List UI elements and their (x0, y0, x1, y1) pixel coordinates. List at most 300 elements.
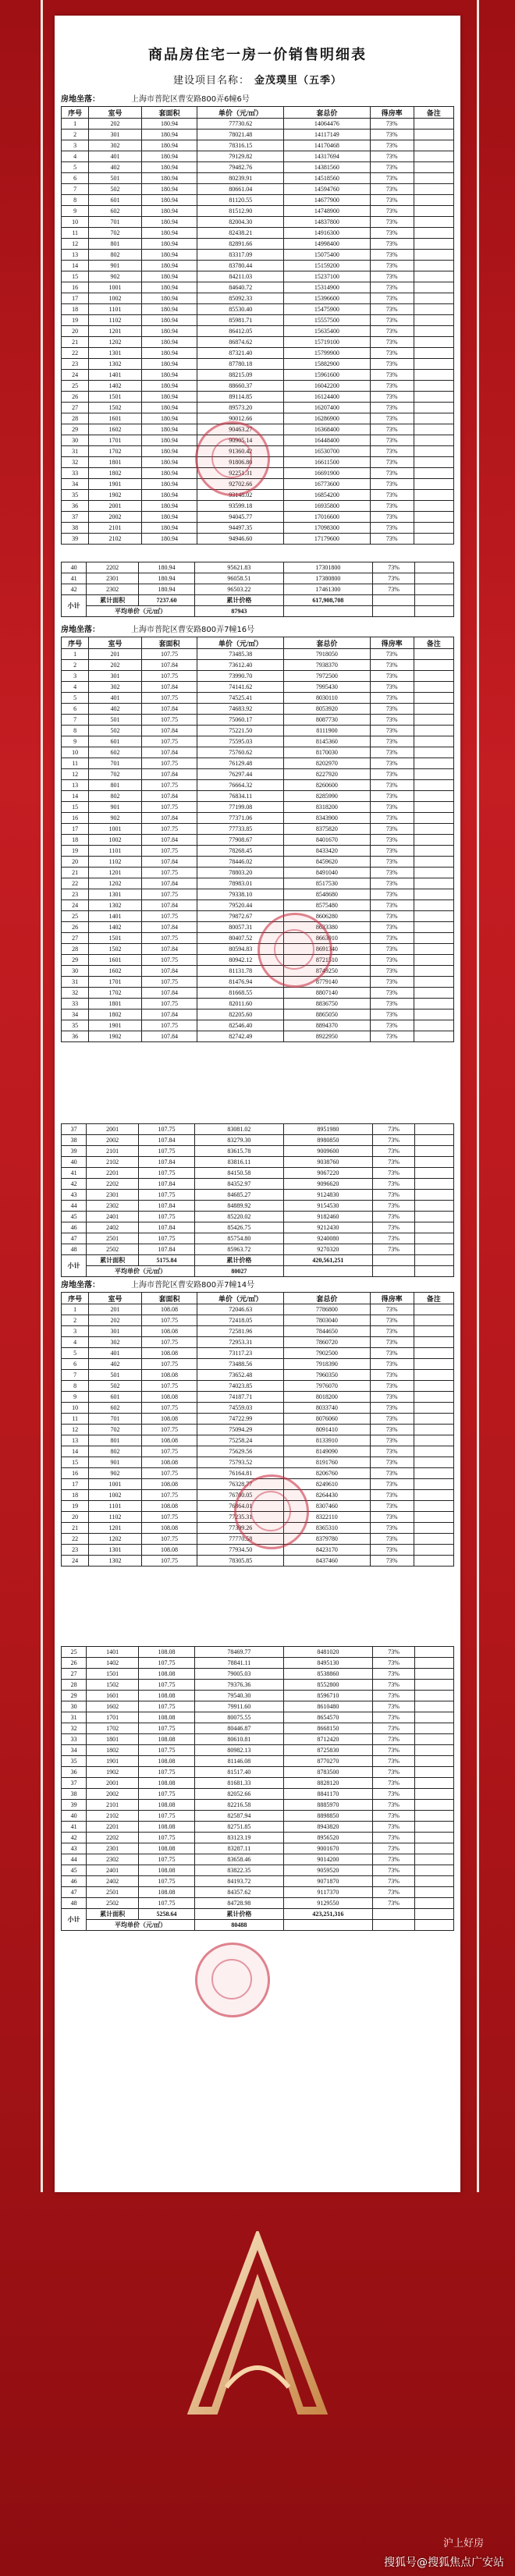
column-header: 室号 (89, 107, 141, 119)
table-cell: 108.08 (141, 1545, 197, 1556)
table-cell (414, 955, 453, 966)
table-cell: 23 (62, 1545, 89, 1556)
table-cell: 107.75 (139, 1124, 195, 1135)
table-row (62, 490, 454, 501)
table-cell: 2501 (87, 1233, 139, 1244)
table-cell: 77733.85 (197, 824, 284, 835)
table-row (62, 726, 454, 736)
table-cell: 14677900 (284, 195, 371, 206)
table-cell: 14837800 (284, 217, 371, 228)
table-cell (415, 1822, 454, 1833)
table-cell (415, 1146, 454, 1157)
table-cell: 14518560 (284, 173, 371, 184)
table-cell: 8087730 (284, 715, 371, 726)
column-header: 单价（元/㎡） (197, 637, 284, 649)
table-cell: 1202 (89, 337, 141, 348)
table-cell: 73% (370, 457, 414, 468)
table-row (62, 1691, 454, 1701)
table-row (62, 1680, 454, 1691)
table-cell: 180.94 (141, 130, 197, 140)
table-cell: 73% (370, 1556, 414, 1567)
table-cell: 9129550 (283, 1898, 372, 1909)
table-row (62, 1778, 454, 1789)
table-cell: 73% (370, 1479, 414, 1490)
table-cell: 17301800 (283, 562, 372, 573)
table-cell: 501 (89, 715, 141, 726)
table-cell: 8980850 (283, 1135, 372, 1146)
table-cell (414, 1020, 453, 1031)
table-cell: 73% (370, 501, 414, 512)
table-cell: 601 (89, 736, 141, 747)
table-cell: 15314900 (284, 282, 371, 293)
table-cell: 73% (372, 1898, 415, 1909)
table-cell: 75221.50 (197, 726, 284, 736)
table-cell: 30 (62, 435, 89, 446)
table-cell: 8260600 (284, 780, 371, 791)
table-row (62, 1457, 454, 1468)
table-cell: 44 (62, 1201, 87, 1212)
table-cell (414, 173, 453, 184)
table-cell: 107.84 (141, 682, 197, 693)
table-cell: 74023.85 (197, 1381, 284, 1392)
table-cell (415, 1179, 454, 1190)
table-cell: 38 (62, 1135, 87, 1146)
table-cell (414, 1392, 453, 1403)
table-row (62, 1190, 454, 1201)
table-cell: 76864.01 (197, 1501, 284, 1512)
table-cell: 73% (372, 1833, 415, 1843)
table-row (62, 413, 454, 424)
table-cell: 180.94 (141, 413, 197, 424)
table-cell: 26 (62, 1658, 87, 1669)
table-cell: 42 (62, 1833, 87, 1843)
table-cell (415, 1135, 454, 1146)
table-cell: 83279.30 (194, 1135, 283, 1146)
table-cell: 7902500 (284, 1348, 371, 1359)
table-cell: 802 (89, 250, 141, 261)
table-cell: 36 (62, 1767, 87, 1778)
table-cell: 107.75 (141, 977, 197, 988)
table-cell: 73% (370, 1414, 414, 1425)
table-cell (415, 1887, 454, 1898)
table-row (62, 660, 454, 671)
table-cell: 73612.40 (197, 660, 284, 671)
table-cell: 180.94 (141, 206, 197, 217)
table-cell: 78803.20 (197, 868, 284, 878)
table-cell: 73% (370, 173, 414, 184)
table-cell: 73% (370, 1523, 414, 1534)
table-cell: 3 (62, 1326, 89, 1337)
table-cell: 501 (89, 1370, 141, 1381)
column-header: 序号 (62, 1293, 89, 1304)
address-value: 上海市普陀区曹安路800弄7幢16号 (131, 626, 255, 634)
brand-logo-text: 沪上好房 (442, 2538, 484, 2549)
table-cell: 73% (370, 1359, 414, 1370)
table-row (62, 1244, 454, 1255)
table-cell: 73% (370, 835, 414, 846)
table-row (62, 119, 454, 130)
table-cell: 73% (370, 747, 414, 758)
table-cell: 2202 (87, 562, 139, 573)
table-cell (414, 868, 453, 878)
table-row (62, 1414, 454, 1425)
table-cell: 180.94 (141, 359, 197, 370)
table-cell: 9067220 (283, 1168, 372, 1179)
table-cell: 901 (89, 1457, 141, 1468)
table-cell: 73% (372, 1244, 415, 1255)
table-cell: 107.75 (141, 1446, 197, 1457)
table-cell: 28 (62, 1680, 87, 1691)
table-cell: 1 (62, 119, 89, 130)
table-cell: 107.75 (141, 1534, 197, 1545)
table-cell (415, 1876, 454, 1887)
table-cell: 9182460 (283, 1212, 372, 1222)
table-cell: 8865050 (284, 1009, 371, 1020)
table-cell: 108.08 (141, 1392, 197, 1403)
table-row (62, 857, 454, 868)
table-cell: 16124400 (284, 392, 371, 403)
table-cell: 15 (62, 271, 89, 282)
table-row (62, 671, 454, 682)
table-cell: 1001 (89, 1479, 141, 1490)
table-cell: 38 (62, 1789, 87, 1800)
table-cell (415, 1756, 454, 1767)
table-cell: 8894370 (284, 1020, 371, 1031)
table-cell: 108.08 (141, 1457, 197, 1468)
table-cell: 19 (62, 1501, 89, 1512)
table-cell (414, 1414, 453, 1425)
table-cell: 73% (372, 1233, 415, 1244)
table-cell: 85220.02 (194, 1212, 283, 1222)
table-cell: 107.75 (141, 911, 197, 922)
table-cell: 16854200 (284, 490, 371, 501)
table-cell: 37 (62, 1124, 87, 1135)
table-cell (415, 1745, 454, 1756)
table-cell: 180.94 (141, 293, 197, 304)
table-cell: 81146.08 (194, 1756, 283, 1767)
table-cell: 107.75 (141, 736, 197, 747)
table-cell: 78446.02 (197, 857, 284, 868)
table-cell: 108.08 (139, 1734, 195, 1745)
table-cell: 75094.29 (197, 1425, 284, 1435)
table-cell: 32 (62, 1723, 87, 1734)
table-cell: 73% (370, 130, 414, 140)
table-cell (414, 326, 453, 337)
table-cell: 14594760 (284, 184, 371, 195)
table-cell: 107.75 (141, 715, 197, 726)
table-cell: 18 (62, 835, 89, 846)
table-cell: 73% (370, 282, 414, 293)
table-cell: 402 (89, 1359, 141, 1370)
table-cell (414, 1523, 453, 1534)
table-cell (414, 315, 453, 326)
table-cell: 180.94 (141, 195, 197, 206)
table-cell: 702 (89, 769, 141, 780)
table-cell: 4 (62, 151, 89, 162)
table-cell: 7918050 (284, 649, 371, 660)
column-header: 备注 (414, 107, 453, 119)
table-cell: 6 (62, 173, 89, 184)
table-cell: 82751.85 (194, 1822, 283, 1833)
average-row (62, 1920, 454, 1931)
table-cell: 15799900 (284, 348, 371, 359)
table-cell (414, 370, 453, 381)
table-row (62, 512, 454, 523)
table-cell: 73% (370, 151, 414, 162)
table-cell: 1502 (89, 944, 141, 955)
table-cell (414, 769, 453, 780)
table-cell: 20 (62, 1512, 89, 1523)
table-cell: 73% (370, 1315, 414, 1326)
table-cell: 73% (370, 1534, 414, 1545)
table-cell: 17 (62, 293, 89, 304)
table-cell: 802 (89, 791, 141, 802)
table-cell: 73% (372, 573, 415, 584)
table-cell: 7786800 (284, 1304, 371, 1315)
table-cell: 2202 (87, 1179, 139, 1190)
table-row (62, 250, 454, 261)
table-cell: 1702 (89, 988, 141, 999)
table-cell: 73% (370, 878, 414, 889)
table-cell: 14 (62, 1446, 89, 1457)
table-cell: 180.94 (141, 479, 197, 490)
table-cell: 17461300 (283, 584, 372, 595)
table-cell: 16 (62, 282, 89, 293)
table-row (62, 868, 454, 878)
table-row (62, 769, 454, 780)
table-cell: 1901 (87, 1756, 139, 1767)
table-cell: 17179600 (284, 534, 371, 545)
table-cell: 42 (62, 584, 87, 595)
table-cell (414, 424, 453, 435)
table-cell: 82052.66 (194, 1789, 283, 1800)
table-cell: 9240080 (283, 1233, 372, 1244)
table-cell: 79005.03 (194, 1669, 283, 1680)
table-cell: 34 (62, 1009, 89, 1020)
subtotal-row (62, 1255, 454, 1266)
table-cell: 73% (372, 1767, 415, 1778)
table-cell: 107.75 (141, 1490, 197, 1501)
table-cell (414, 195, 453, 206)
table-row (62, 780, 454, 791)
table-cell: 73% (370, 239, 414, 250)
table-cell: 302 (89, 1337, 141, 1348)
table-cell: 108.08 (141, 1414, 197, 1425)
table-cell: 2002 (89, 512, 141, 523)
table-cell: 79872.67 (197, 911, 284, 922)
table-cell: 91360.42 (197, 446, 284, 457)
table-cell: 2001 (89, 501, 141, 512)
table-row (62, 282, 454, 293)
table-cell: 85754.80 (194, 1233, 283, 1244)
table-cell: 81681.33 (194, 1778, 283, 1789)
table-cell: 73% (372, 1124, 415, 1135)
table-cell: 96503.22 (194, 584, 283, 595)
table-cell: 8548680 (284, 889, 371, 900)
table-cell: 7972500 (284, 671, 371, 682)
table-cell: 73% (370, 769, 414, 780)
table-cell (414, 1545, 453, 1556)
table-cell: 34 (62, 1745, 87, 1756)
table-cell: 180.94 (141, 534, 197, 545)
table-cell: 107.75 (141, 693, 197, 704)
table-cell: 2 (62, 660, 89, 671)
table-cell: 7938370 (284, 660, 371, 671)
table-cell: 90012.66 (197, 413, 284, 424)
table-cell: 107.75 (139, 1701, 195, 1712)
avg-price-value: 87943 (194, 606, 283, 617)
table-cell: 84889.92 (194, 1201, 283, 1212)
table-cell: 8 (62, 1381, 89, 1392)
table-cell: 73% (370, 1337, 414, 1348)
table-cell: 601 (89, 1392, 141, 1403)
table-row (62, 922, 454, 933)
sum-total-label: 累计价格 (194, 1255, 283, 1266)
table-cell: 801 (89, 1435, 141, 1446)
table-cell: 11 (62, 758, 89, 769)
table-cell: 180.94 (141, 468, 197, 479)
column-header: 单价（元/㎡） (197, 107, 284, 119)
table-cell: 79129.82 (197, 151, 284, 162)
table-cell: 17380800 (283, 573, 372, 584)
table-cell: 8307460 (284, 1501, 371, 1512)
column-header: 得房率 (370, 637, 414, 649)
table-row (62, 1745, 454, 1756)
table-cell: 107.84 (141, 1009, 197, 1020)
table-cell: 108.08 (141, 1304, 197, 1315)
table-cell: 15635400 (284, 326, 371, 337)
table-cell: 8149090 (284, 1446, 371, 1457)
table-cell: 92702.66 (197, 479, 284, 490)
table-cell: 15719100 (284, 337, 371, 348)
table-cell: 73% (370, 140, 414, 151)
table-cell: 8249610 (284, 1479, 371, 1490)
table-cell: 2402 (87, 1876, 139, 1887)
table-cell: 73% (370, 889, 414, 900)
table-cell: 2201 (87, 1822, 139, 1833)
table-row (62, 1647, 454, 1658)
table-cell: 74187.71 (197, 1392, 284, 1403)
table-cell: 180.94 (141, 315, 197, 326)
table-cell: 1002 (89, 1490, 141, 1501)
table-cell: 2 (62, 130, 89, 140)
table-cell (415, 1680, 454, 1691)
table-cell: 2402 (87, 1222, 139, 1233)
table-cell: 8663910 (284, 933, 371, 944)
table-cell: 80239.91 (197, 173, 284, 184)
table-cell: 73% (372, 1701, 415, 1712)
table-cell: 201 (89, 649, 141, 660)
table-cell (414, 802, 453, 813)
table-cell: 902 (89, 813, 141, 824)
table-cell: 9096620 (283, 1179, 372, 1190)
table-cell: 1601 (89, 955, 141, 966)
table-cell: 87780.18 (197, 359, 284, 370)
table-cell: 107.75 (139, 1168, 195, 1179)
table-cell: 73% (370, 184, 414, 195)
table-cell: 180.94 (141, 119, 197, 130)
table-cell: 8 (62, 195, 89, 206)
table-cell: 107.84 (141, 966, 197, 977)
table-cell (415, 562, 454, 573)
table-cell: 73% (370, 671, 414, 682)
table-cell: 107.75 (141, 933, 197, 944)
table-cell (414, 217, 453, 228)
table-cell (414, 649, 453, 660)
table-cell: 107.75 (139, 1898, 195, 1909)
red-seal-stamp (195, 1943, 270, 2017)
price-table-continued (61, 1646, 454, 1931)
table-cell: 8783500 (283, 1767, 372, 1778)
table-row (62, 747, 454, 758)
table-cell: 14998400 (284, 239, 371, 250)
table-row (62, 1756, 454, 1767)
table-row (62, 1723, 454, 1734)
table-cell (414, 1435, 453, 1446)
table-cell: 73% (370, 999, 414, 1009)
table-cell: 76328.77 (197, 1479, 284, 1490)
table-cell (414, 130, 453, 140)
table-cell: 27 (62, 933, 89, 944)
table-cell: 73% (370, 337, 414, 348)
table-cell: 180.94 (141, 370, 197, 381)
red-seal-stamp (195, 421, 270, 496)
table-cell: 14317694 (284, 151, 371, 162)
table-cell: 8133910 (284, 1435, 371, 1446)
table-cell (414, 1556, 453, 1567)
table-cell: 1302 (89, 359, 141, 370)
table-cell: 80610.81 (194, 1734, 283, 1745)
table-cell: 84728.98 (194, 1898, 283, 1909)
table-row (62, 1359, 454, 1370)
project-label: 建设项目名称： (172, 75, 250, 87)
table-cell: 107.75 (141, 671, 197, 682)
table-cell: 8749250 (284, 966, 371, 977)
table-cell: 202 (89, 119, 141, 130)
table-cell: 73% (372, 1135, 415, 1146)
table-cell: 3 (62, 671, 89, 682)
table-cell (414, 446, 453, 457)
table-cell: 107.84 (141, 988, 197, 999)
table-cell: 82438.21 (197, 228, 284, 239)
table-cell: 39 (62, 1146, 87, 1157)
table-cell: 19 (62, 315, 89, 326)
table-cell: 73% (370, 715, 414, 726)
column-header: 套总价 (284, 107, 371, 119)
table-cell: 47 (62, 1887, 87, 1898)
table-cell: 16286900 (284, 413, 371, 424)
sum-total-label: 累计价格 (194, 595, 283, 606)
table-cell: 76664.32 (197, 780, 284, 791)
table-cell: 802 (89, 1446, 141, 1457)
table-cell: 73% (372, 1680, 415, 1691)
table-cell: 107.75 (141, 780, 197, 791)
table-cell: 83287.11 (194, 1843, 283, 1854)
table-cell: 76834.11 (197, 791, 284, 802)
average-row (62, 606, 454, 617)
table-row (62, 370, 454, 381)
table-cell: 73% (370, 534, 414, 545)
table-cell: 902 (89, 1468, 141, 1479)
table-cell: 73% (372, 1647, 415, 1658)
table-cell: 15396600 (284, 293, 371, 304)
table-cell: 31 (62, 1712, 87, 1723)
table-cell: 33 (62, 999, 89, 1009)
table-cell: 44 (62, 1854, 87, 1865)
table-cell (415, 1658, 454, 1669)
table-cell: 180.94 (141, 512, 197, 523)
table-cell: 73% (370, 304, 414, 315)
